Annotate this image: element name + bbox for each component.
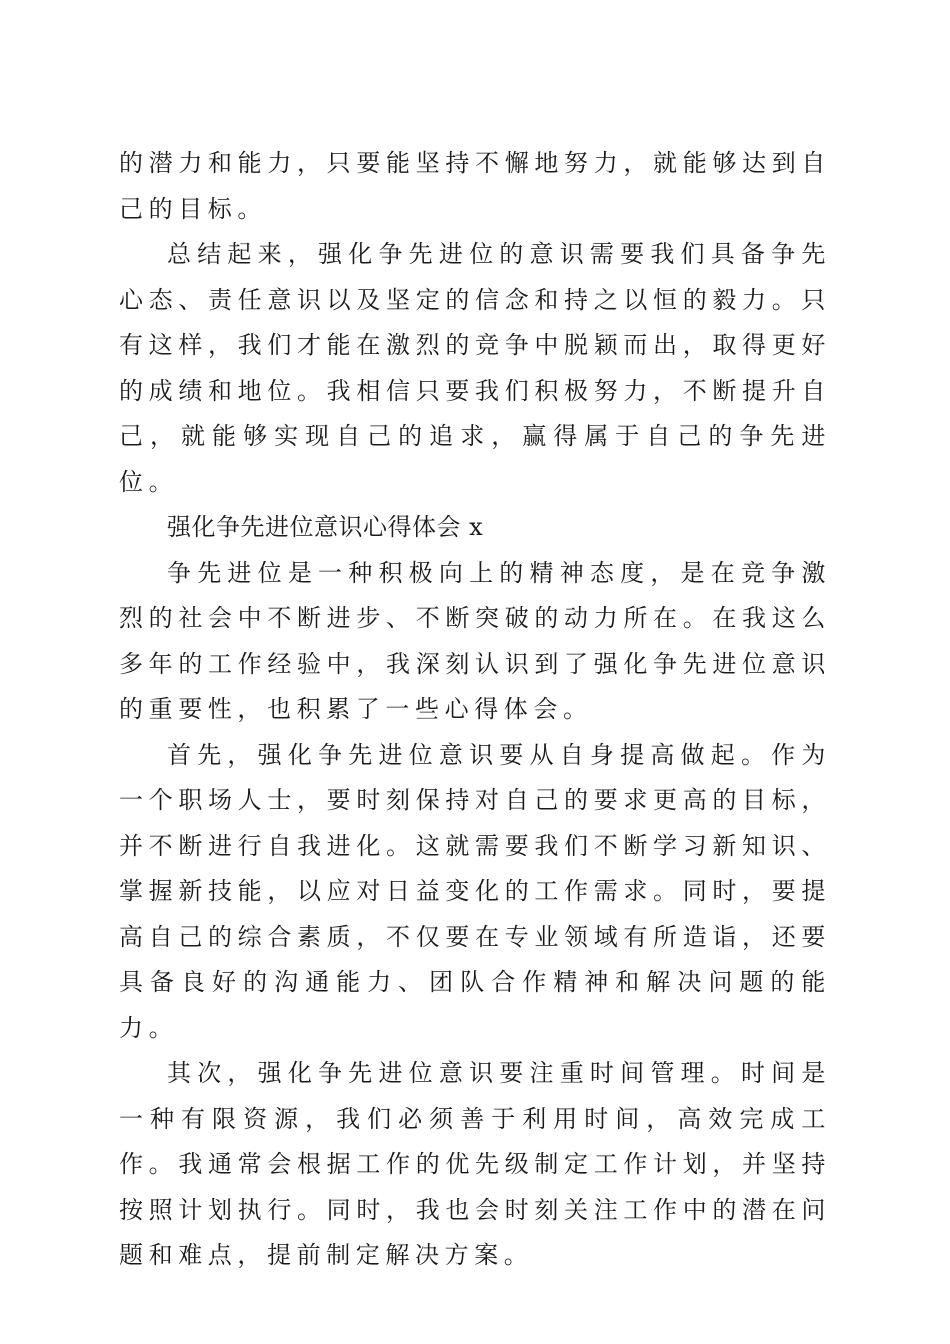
section-heading: 强化争先进位意识心得体会 x xyxy=(167,513,484,541)
paragraph-continuation: 的潜力和能力，只要能坚持不懈地努力，就能够达到自己的目标。 xyxy=(119,149,831,223)
document-body xyxy=(119,141,831,1279)
paragraph-first-point: 首先，强化争先进位意识要从自身提高做起。作为一个职场人士，要时刻保持对自己的要求更高的目标，并不断进行自我进化。这就需要我们不断学习新知识、掌握新技能，以应对日益变化的工作需求。同时，要提高自己的综合素质，不仅要在专业领域有所造诣，还要具备良好的沟通能力、团队合作精神和解决问题的能力。 xyxy=(119,740,831,1042)
paragraph-intro: 争先进位是一种积极向上的精神态度，是在竞争激烈的社会中不断进步、不断突破的动力所在。在我这么多年的工作经验中，我深刻认识到了强化争先进位意识的重要性，也积累了一些心得体会。 xyxy=(119,558,831,723)
paragraph-summary: 总结起来，强化争先进位的意识需要我们具备争先心态、责任意识以及坚定的信念和持之以恒的毅力。只有这样，我们才能在激烈的竞争中脱颖而出，取得更好的成绩和地位。我相信只要我们积极努力，不断提升自己，就能够实现自己的追求，赢得属于自己的争先进位。 xyxy=(119,240,831,496)
paragraph-second-point: 其次，强化争先进位意识要注重时间管理。时间是一种有限资源，我们必须善于利用时间，高效完成工作。我通常会根据工作的优先级制定工作计划，并坚持按照计划执行。同时，我也会时刻关注工作中的潜在问题和难点，提前制定解决方案。 xyxy=(119,1059,831,1269)
